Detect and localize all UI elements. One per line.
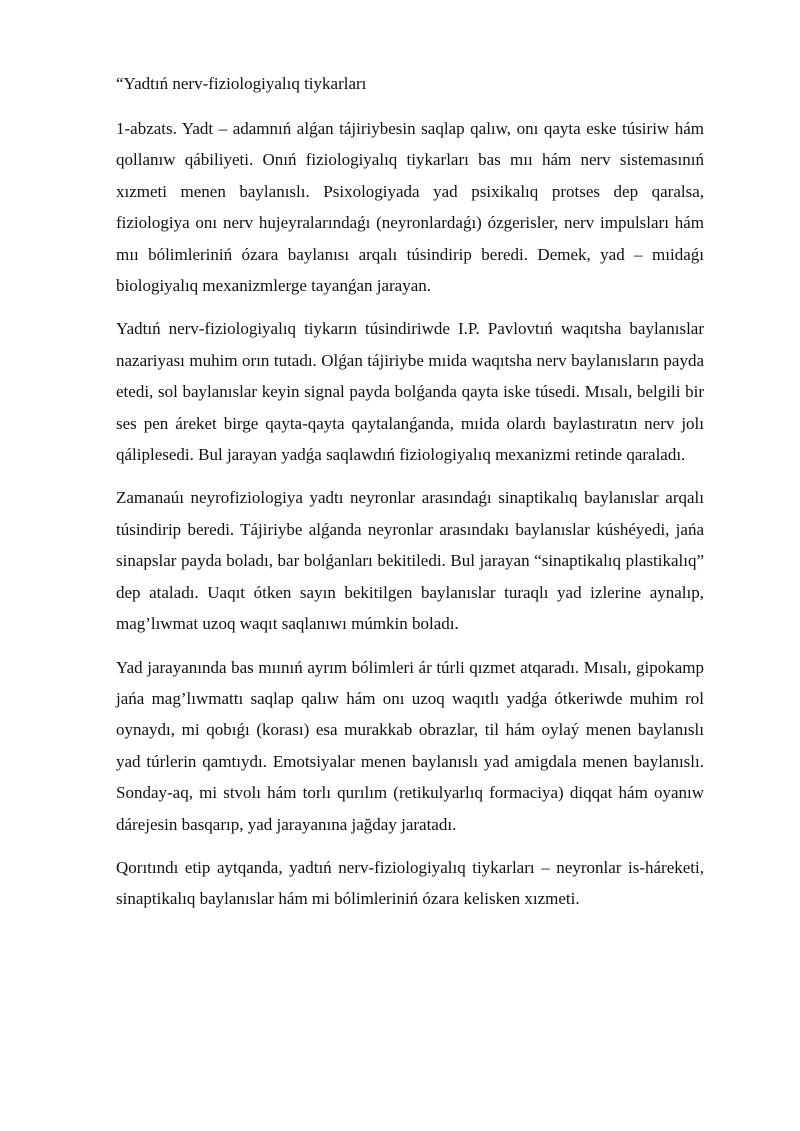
- paragraph-2: Yadtıń nerv-fiziologiyalıq tiykarın túsindiriwde I.P. Pavlovtıń waqıtsha baylanıslar nazariyası muhim orın tutadı. Olǵan tájiriybe mıida waqıtsha nerv baylanısların payda etedi, sol baylanıslar keyin signal payda bolǵanda qayta iske túsedi. Mısalı, belgili bir ses pen áreket birge qayta-qayta qaytalanǵanda, mıida olardı baylastıratın nerv jolı qáliplesedi. Bul jarayan yadǵa saqlawdıń fiziologiyalıq mexanizmi retinde qaraladı.: [116, 319, 704, 465]
- document-title: “Yadtıń nerv-fiziologiyalıq tiykarları: [116, 74, 367, 93]
- paragraph-4: Yad jarayanında bas mıınıń ayrım bólimleri ár túrli qızmet atqaradı. Mısalı, gipokamp jańa mag’lıwmattı saqlap qalıw hám onı uzoq waqıtlı yadǵa ótkeriwde muhim rol oynaydı, mi qobıǵı (korası) esa murakkab obrazlar, til hám oylaý menen baylanıslı yad túrlerin qamtıydı. Emotsiyalar menen baylanıslı yad amigdala menen baylanıslı. Sonday-aq, mi stvolı hám torlı qurılım (retikulyarlıq formaciya) diqqat hám oyanıw dárejesin basqarıp, yad jarayanına jağday jaratadı.: [116, 657, 704, 834]
- paragraph-1: 1-abzats. Yadt – adamnıń alǵan tájiriybesin saqlap qalıw, onı qayta eske túsiriw hám qollanıw qábiliyeti. Onıń fiziologiyalıq tiykarları bas mıı hám nerv sistemasınıń xızmeti menen baylanıslı. Psixologiyada yad psixikalıq protses dep qaralsa, fiziologiya onı nerv hujeyralarındaǵı (neyronlardaǵı) ózgerisler, nerv impulsları hám mıı bólimleriniń ózara baylanısı arqalı túsindirip beredi. Demek, yad – mıidaǵı biologiyalıq mexanizmlerge tayanǵan jarayan.: [116, 119, 704, 296]
- document-body: [116, 68, 704, 927]
- paragraph-5: Qorıtındı etip aytqanda, yadtıń nerv-fiziologiyalıq tiykarları – neyronlar is-háreketi, sinaptikalıq baylanıslar hám mi bólimleriniń ózara kelisken xızmeti.: [116, 857, 704, 909]
- paragraph-3: Zamanaúı neyrofiziologiya yadtı neyronlar arasındaǵı sinaptikalıq baylanıslar arqalı túsindirip beredi. Tájiriybe alǵanda neyronlar arasındakı baylanıslar kúshéyedi, jańa sinapslar payda boladı, bar bolǵanları bekitiledi. Bul jarayan “sinaptikalıq plastikalıq” dep ataladı. Uaqıt ótken sayın bekitilgen baylanıslar turaqlı yad izlerine aynalıp, mag’lıwmat uzoq waqıt saqlanıwı múmkin boladı.: [116, 488, 704, 634]
